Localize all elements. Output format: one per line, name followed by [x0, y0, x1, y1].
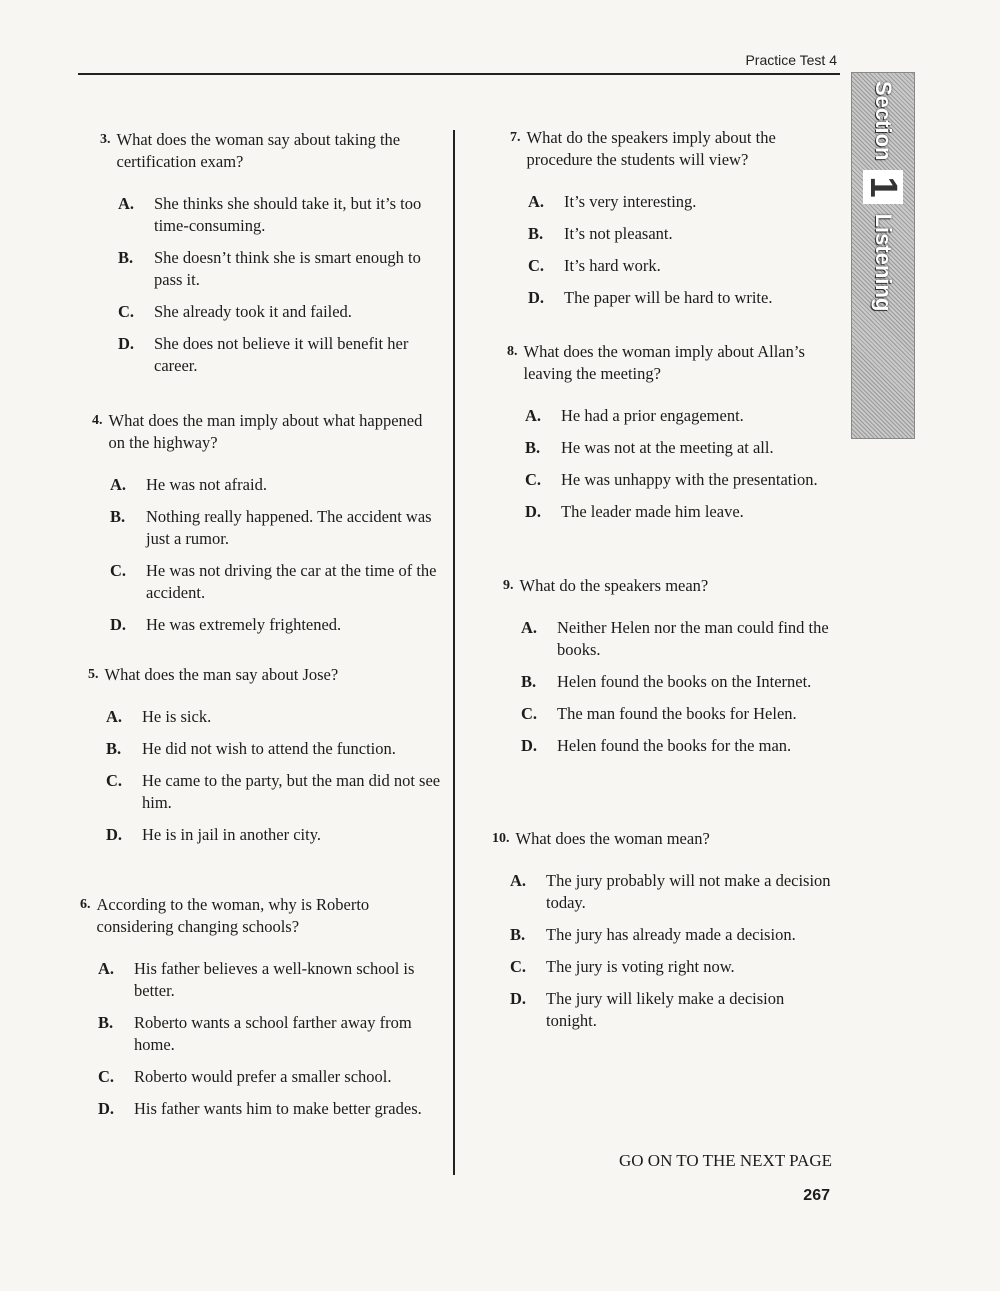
question-text: According to the woman, why is Roberto considering changing schools?	[96, 895, 370, 936]
option-text: She does not believe it will benefit her career.	[154, 334, 409, 375]
question-9	[503, 575, 843, 757]
option-letter: A.	[110, 475, 127, 494]
question-text: What does the woman mean?	[515, 829, 710, 848]
option-text: The man found the books for Helen.	[557, 704, 797, 723]
option-letter: B.	[525, 438, 541, 457]
option-letter: C.	[118, 302, 135, 321]
option-letter: A.	[528, 192, 545, 211]
option-letter: B.	[110, 507, 126, 526]
option-text: He was not at the meeting at all.	[561, 438, 774, 457]
question-number: 8.	[507, 344, 518, 359]
page-number: 267	[803, 1187, 830, 1204]
question-text: What does the woman say about taking the certification exam?	[116, 130, 401, 171]
option-letter: A.	[98, 959, 115, 978]
section-number: 1	[863, 170, 903, 203]
option-text: Roberto would prefer a smaller school.	[134, 1067, 392, 1086]
option-text: She thinks she should take it, but it’s too time-consuming.	[154, 194, 422, 235]
option-letter: D.	[521, 736, 538, 755]
option-text: Helen found the books for the man.	[557, 736, 792, 755]
option-letter: A.	[525, 406, 542, 425]
question-text: What does the man say about Jose?	[104, 665, 339, 684]
option-text: The jury will likely make a decision tonight.	[546, 989, 785, 1030]
question-5	[88, 664, 443, 846]
question-number: 4.	[92, 413, 103, 428]
option-text: He was not driving the car at the time of the accident.	[146, 561, 437, 602]
question-number: 10.	[492, 831, 510, 846]
option-text: The jury has already made a decision.	[546, 925, 796, 944]
option-letter: B.	[528, 224, 544, 243]
option-letter: D.	[110, 615, 127, 634]
option-letter: D.	[98, 1099, 115, 1118]
option-text: Roberto wants a school farther away from home.	[134, 1013, 412, 1054]
option-letter: D.	[106, 825, 123, 844]
question-10	[492, 828, 832, 1032]
option-text: He was not afraid.	[146, 475, 267, 494]
question-number: 9.	[503, 578, 514, 593]
option-text: It’s hard work.	[564, 256, 661, 275]
option-text: Helen found the books on the Internet.	[557, 672, 812, 691]
section-name: Listening	[871, 213, 896, 312]
option-text: He was unhappy with the presentation.	[561, 470, 818, 489]
option-text: He came to the party, but the man did not see him.	[142, 771, 441, 812]
option-text: He had a prior engagement.	[561, 406, 744, 425]
option-letter: A.	[118, 194, 135, 213]
option-text: Nothing really happened. The accident was just a rumor.	[146, 507, 432, 548]
option-text: He is in jail in another city.	[142, 825, 322, 844]
option-text: Neither Helen nor the man could find the books.	[557, 618, 829, 659]
option-text: The leader made him leave.	[561, 502, 744, 521]
question-number: 5.	[88, 667, 99, 682]
option-letter: B.	[118, 248, 134, 267]
option-text: He was extremely frightened.	[146, 615, 342, 634]
option-letter: A.	[106, 707, 123, 726]
option-letter: D.	[118, 334, 135, 353]
option-text: His father believes a well-known school is better.	[134, 959, 415, 1000]
question-8	[507, 341, 827, 523]
option-letter: A.	[521, 618, 538, 637]
option-letter: C.	[510, 957, 527, 976]
option-letter: B.	[106, 739, 122, 758]
option-letter: B.	[98, 1013, 114, 1032]
option-text: The jury probably will not make a decision today.	[546, 871, 831, 912]
question-4	[92, 410, 442, 636]
option-letter: B.	[521, 672, 537, 691]
option-text: He did not wish to attend the function.	[142, 739, 396, 758]
option-text: His father wants him to make better grades.	[134, 1099, 422, 1118]
option-text: He is sick.	[142, 707, 212, 726]
option-letter: D.	[525, 502, 542, 521]
header-title: Practice Test 4	[745, 52, 837, 68]
section-side-tab	[851, 72, 915, 439]
option-letter: C.	[98, 1067, 115, 1086]
option-text: The jury is voting right now.	[546, 957, 735, 976]
option-letter: C.	[525, 470, 542, 489]
question-number: 3.	[100, 132, 111, 147]
option-letter: B.	[510, 925, 526, 944]
question-text: What does the woman imply about Allan’s leaving the meeting?	[523, 342, 805, 383]
question-text: What does the man imply about what happened on the highway?	[108, 411, 423, 452]
question-6	[80, 894, 442, 1120]
option-text: It’s very interesting.	[564, 192, 697, 211]
next-page-notice: GO ON TO THE NEXT PAGE	[619, 1151, 832, 1170]
option-text: It’s not pleasant.	[564, 224, 673, 243]
option-letter: C.	[528, 256, 545, 275]
header-rule	[78, 73, 840, 75]
question-text: What do the speakers mean?	[519, 576, 709, 595]
question-number: 7.	[510, 130, 521, 145]
section-label: Section	[871, 81, 896, 161]
option-letter: C.	[521, 704, 538, 723]
question-number: 6.	[80, 897, 91, 912]
column-divider	[453, 130, 455, 1175]
option-text: She doesn’t think she is smart enough to pass it.	[154, 248, 421, 289]
option-letter: A.	[510, 871, 527, 890]
option-text: The paper will be hard to write.	[564, 288, 773, 307]
question-text: What do the speakers imply about the procedure the students will view?	[526, 128, 776, 169]
option-letter: D.	[528, 288, 545, 307]
option-letter: C.	[110, 561, 127, 580]
option-letter: C.	[106, 771, 123, 790]
question-7	[510, 127, 830, 309]
option-letter: D.	[510, 989, 527, 1008]
option-text: She already took it and failed.	[154, 302, 352, 321]
question-3	[100, 129, 450, 377]
